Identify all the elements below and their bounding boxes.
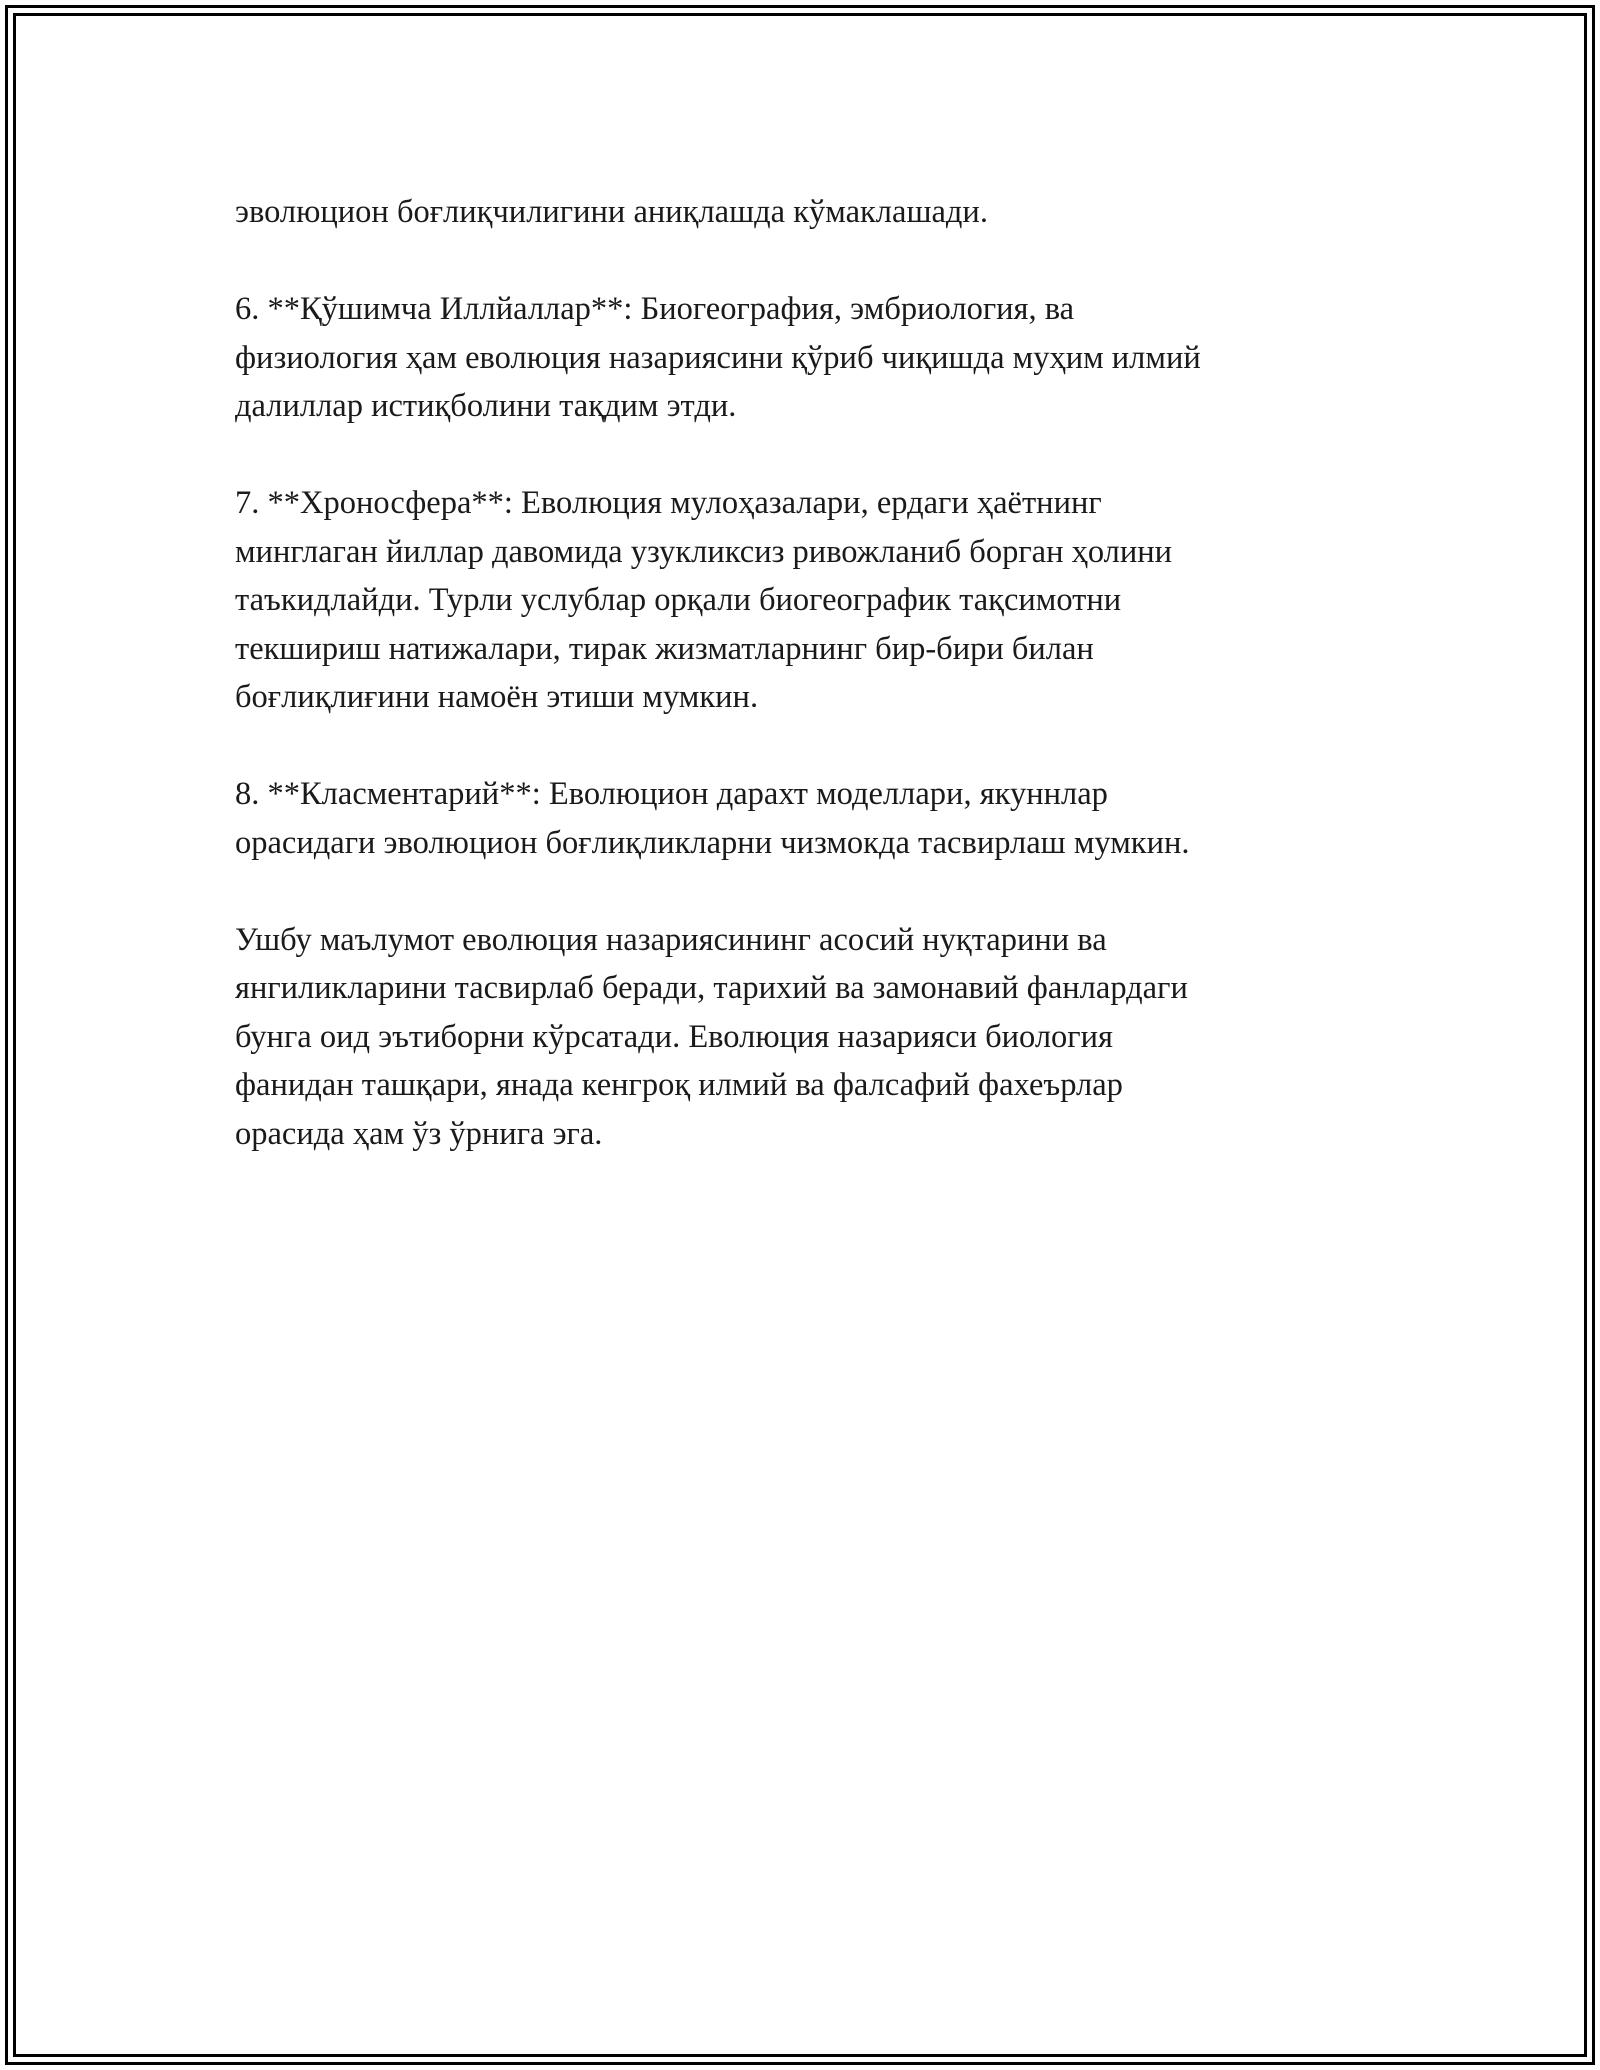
- document-body: [235, 188, 1365, 1207]
- paragraph-line: фанидан ташқари, янада кенгроқ илмий ва фалсафий фахеърлар: [235, 1067, 1123, 1103]
- paragraph-line: Ушбу маълумот еволюция назариясининг асосий нуқтарини ва: [235, 921, 1107, 958]
- paragraph-summary: [235, 916, 1365, 1159]
- paragraph-line: минглаган йиллар давомида узукликсиз ривожланиб борган ҳолини: [235, 533, 1173, 570]
- paragraph-line: бунга оид эътиборни кўрсатади. Еволюция назарияси биология: [235, 1018, 1113, 1055]
- paragraph-line: 6. **Қўшимча Иллйаллар**: Биогеография, эмбриология, ва: [235, 291, 1075, 327]
- paragraph-line: далиллар истиқболини тақдим этди.: [235, 388, 737, 424]
- paragraph-item-8: [235, 770, 1365, 867]
- paragraph-item-7: [235, 479, 1365, 722]
- paragraph-line: боғлиқлиғини намоён этиши мумкин.: [235, 679, 759, 715]
- paragraph-line: 7. **Хроносфера**: Еволюция мулоҳазалари, ердаги ҳаётнинг: [235, 485, 1102, 521]
- paragraph-line: физиология ҳам еволюция назариясини қўриб чиқишда муҳим илмий: [235, 339, 1201, 376]
- paragraph-line: янгиликларини тасвирлаб беради, тарихий ва замонавий фанлардаги: [235, 970, 1188, 1006]
- paragraph-line: 8. **Класментарий**: Еволюцион дарахт моделлари, якуннлар: [235, 776, 1108, 812]
- paragraph-line: орасида ҳам ўз ўрнига эга.: [235, 1115, 603, 1152]
- paragraph-line: таъкидлайди. Турли услублар орқали биогеографик тақсимотни: [235, 582, 1122, 618]
- paragraph-line: орасидаги эволюцион боғлиқликларни чизмокда тасвирлаш мумкин.: [235, 824, 1190, 861]
- paragraph-item-6: [235, 285, 1365, 431]
- paragraph-line: текшириш натижалари, тирак жизматларнинг бир-бири билан: [235, 630, 1094, 667]
- paragraph-line: эволюцион боғлиқчилигини аниқлашда кўмаклашади.: [235, 194, 988, 230]
- paragraph-continuation: [235, 188, 1365, 237]
